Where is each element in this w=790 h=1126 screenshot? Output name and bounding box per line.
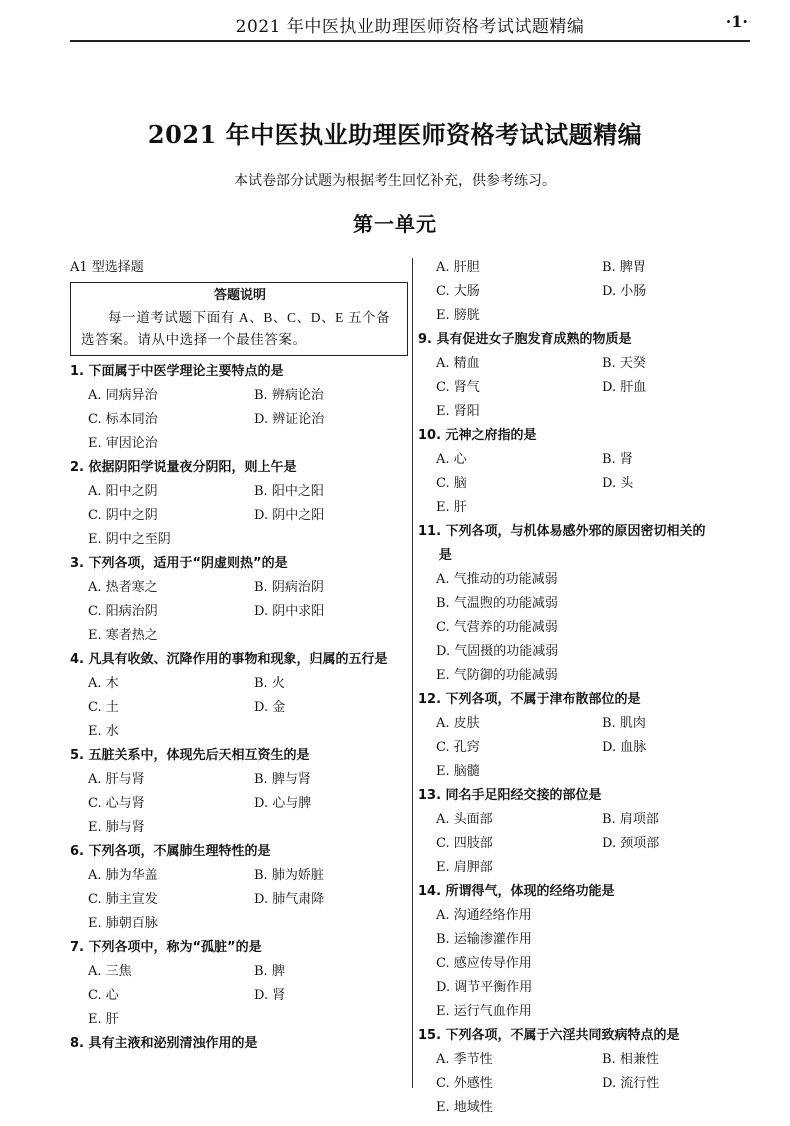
answer-option: C. 心与肾: [88, 796, 145, 811]
answer-option: D. 血脉: [602, 740, 647, 755]
question-stem: 10. 元神之府指的是: [418, 428, 537, 443]
answer-option: D. 辨证论治: [254, 412, 325, 427]
answer-option: A. 肝胆: [436, 260, 480, 275]
answer-option: A. 肺为华盖: [88, 868, 158, 883]
answer-option: B. 气温煦的功能减弱: [436, 596, 558, 611]
answer-option: B. 脾: [254, 964, 285, 979]
answer-option: B. 脾胃: [602, 260, 646, 275]
answer-options: [70, 576, 408, 648]
question-stem: 13. 同名手足阳经交接的部位是: [418, 788, 602, 803]
answer-option: E. 阴中之至阴: [88, 532, 171, 547]
question: [418, 688, 718, 784]
answer-option: D. 心与脾: [254, 796, 312, 811]
answer-option: C. 四肢部: [436, 836, 493, 851]
right-question-list: [418, 256, 718, 1120]
question: [70, 456, 408, 552]
answer-option: C. 心: [88, 988, 119, 1003]
answer-option: D. 肺气肃降: [254, 892, 325, 907]
answer-option: A. 三焦: [88, 964, 132, 979]
answer-option: C. 肾气: [436, 380, 480, 395]
question-stem: 5. 五脏关系中，体现先后天相互资生的是: [70, 748, 310, 763]
question: [70, 1032, 408, 1056]
answer-options: [70, 864, 408, 936]
question: [70, 360, 408, 456]
answer-options: [70, 384, 408, 456]
answer-option: A. 头面部: [436, 812, 493, 827]
answer-option: D. 阴中之阳: [254, 508, 325, 523]
answer-option: A. 木: [88, 676, 119, 691]
answer-option: E. 脑髓: [436, 764, 480, 779]
answer-option: D. 头: [602, 476, 634, 491]
answer-option: D. 阴中求阳: [254, 604, 325, 619]
answer-option: A. 热者寒之: [88, 580, 158, 595]
unit-title: 第一单元: [353, 212, 437, 236]
answer-option: D. 肝血: [602, 380, 647, 395]
answer-option: C. 肺主宣发: [88, 892, 158, 907]
answer-options: [418, 568, 718, 688]
answer-options: [70, 480, 408, 552]
page-subtitle: 本试卷部分试题为根据考生回忆补充，供参考练习。: [234, 173, 556, 189]
answer-option: B. 阴病治阴: [254, 580, 324, 595]
answer-option: C. 阳病治阴: [88, 604, 158, 619]
answer-option: E. 运行气血作用: [436, 1004, 532, 1019]
question: [418, 880, 718, 1024]
answer-option: A. 同病异治: [88, 388, 158, 403]
question-stem: 12. 下列各项，不属于津布散部位的是: [418, 692, 641, 707]
running-header: [70, 10, 750, 42]
answer-option: D. 流行性: [602, 1076, 660, 1091]
answer-options: [418, 904, 718, 1024]
question-stem: 1. 下面属于中医学理论主要特点的是: [70, 364, 284, 379]
answer-option: E. 肾阳: [436, 404, 480, 419]
question: [70, 552, 408, 648]
question-stem: 9. 具有促进女子胞发育成熟的物质是: [418, 332, 632, 347]
answer-option: D. 颈项部: [602, 836, 660, 851]
answer-option: E. 地域性: [436, 1100, 493, 1115]
question: [70, 936, 408, 1032]
instructions-text: 每一道考试题下面有 A、B、C、D、E 五个备选答案。请从中选择一个最佳答案。: [81, 310, 391, 347]
question: [70, 744, 408, 840]
answer-options: [418, 808, 718, 880]
answer-option: B. 天癸: [602, 356, 646, 371]
question-stem: 6. 下列各项，不属肺生理特性的是: [70, 844, 271, 859]
answer-option: B. 运输渗灌作用: [436, 932, 532, 947]
answer-option: B. 阳中之阳: [254, 484, 324, 499]
answer-option: B. 脾与肾: [254, 772, 311, 787]
left-column: [70, 256, 408, 1056]
answer-option: E. 水: [88, 724, 119, 739]
section-label: A1 型选择题: [70, 260, 144, 275]
question-stem: 4. 凡具有收敛、沉降作用的事物和现象，归属的五行是: [70, 652, 388, 667]
answer-option: D. 小肠: [602, 284, 647, 299]
answer-option: D. 调节平衡作用: [436, 980, 533, 995]
question: [70, 648, 408, 744]
answer-option: B. 辨病论治: [254, 388, 324, 403]
answer-option: A. 心: [436, 452, 467, 467]
answer-option: B. 相兼性: [602, 1052, 659, 1067]
answer-option: A. 肝与肾: [88, 772, 145, 787]
answer-option: E. 肝: [88, 1012, 119, 1027]
answer-option: C. 外感性: [436, 1076, 493, 1091]
question-stem: 7. 下列各项中，称为“孤脏”的是: [70, 940, 262, 955]
answer-option: A. 阳中之阴: [88, 484, 158, 499]
question-stem: 14. 所谓得气，体现的经络功能是: [418, 884, 615, 899]
answer-option: E. 审因论治: [88, 436, 158, 451]
question: [418, 1024, 718, 1120]
answer-option: C. 阴中之阴: [88, 508, 158, 523]
answer-options: [418, 712, 718, 784]
answer-option: E. 寒者热之: [88, 628, 158, 643]
answer-options: [70, 960, 408, 1032]
answer-options: [418, 256, 718, 328]
question-stem: 15. 下列各项，不属于六淫共同致病特点的是: [418, 1028, 680, 1043]
right-column: [418, 256, 718, 1120]
instructions-title: 答题说明: [213, 288, 266, 303]
answer-option: A. 季节性: [436, 1052, 493, 1067]
question: [418, 424, 718, 520]
answer-option: B. 火: [254, 676, 285, 691]
question-stem: 8. 具有主液和泌别清浊作用的是: [70, 1036, 258, 1051]
question-stem: 3. 下列各项，适用于“阴虚则热”的是: [70, 556, 288, 571]
answer-option: D. 气固摄的功能减弱: [436, 644, 559, 659]
answer-option: E. 肺与肾: [88, 820, 145, 835]
answer-option: C. 土: [88, 700, 119, 715]
answer-option: C. 感应传导作用: [436, 956, 532, 971]
answer-option: C. 脑: [436, 476, 467, 491]
answer-option: D. 肾: [254, 988, 286, 1003]
answer-option: C. 气营养的功能减弱: [436, 620, 558, 635]
answer-options: [418, 448, 718, 520]
answer-option: E. 肩胛部: [436, 860, 493, 875]
question-stem: 2. 依据阴阳学说量夜分阴阳，则上午是: [70, 460, 297, 475]
answer-option: B. 肌肉: [602, 716, 646, 731]
answer-option: B. 肾: [602, 452, 633, 467]
answer-option: A. 沟通经络作用: [436, 908, 532, 923]
running-title: 2021 年中医执业助理医师资格考试试题精编: [235, 17, 585, 37]
answer-option: E. 肺朝百脉: [88, 916, 158, 931]
answer-option: A. 皮肤: [436, 716, 480, 731]
answer-option: B. 肺为娇脏: [254, 868, 324, 883]
answer-options: [70, 768, 408, 840]
instructions-box: [70, 282, 408, 356]
answer-option: E. 膀胱: [436, 308, 480, 323]
answer-option: E. 肝: [436, 500, 467, 515]
question-stem: 11. 下列各项，与机体易感外邪的原因密切相关的是: [418, 524, 706, 563]
question: [418, 256, 718, 328]
question: [418, 784, 718, 880]
column-divider: [412, 258, 413, 1088]
question: [418, 520, 718, 688]
answer-option: B. 肩项部: [602, 812, 659, 827]
page-title: 2021 年中医执业助理医师资格考试试题精编: [147, 120, 643, 149]
left-question-list: [70, 360, 408, 1056]
question: [418, 328, 718, 424]
answer-option: E. 气防御的功能减弱: [436, 668, 558, 683]
answer-option: D. 金: [254, 700, 286, 715]
page-number: ·1·: [725, 12, 748, 31]
answer-options: [418, 1048, 718, 1120]
question: [70, 840, 408, 936]
answer-option: A. 精血: [436, 356, 480, 371]
answer-options: [418, 352, 718, 424]
answer-option: A. 气推动的功能减弱: [436, 572, 558, 587]
answer-option: C. 标本同治: [88, 412, 158, 427]
answer-option: C. 孔窍: [436, 740, 480, 755]
answer-option: C. 大肠: [436, 284, 480, 299]
answer-options: [70, 672, 408, 744]
